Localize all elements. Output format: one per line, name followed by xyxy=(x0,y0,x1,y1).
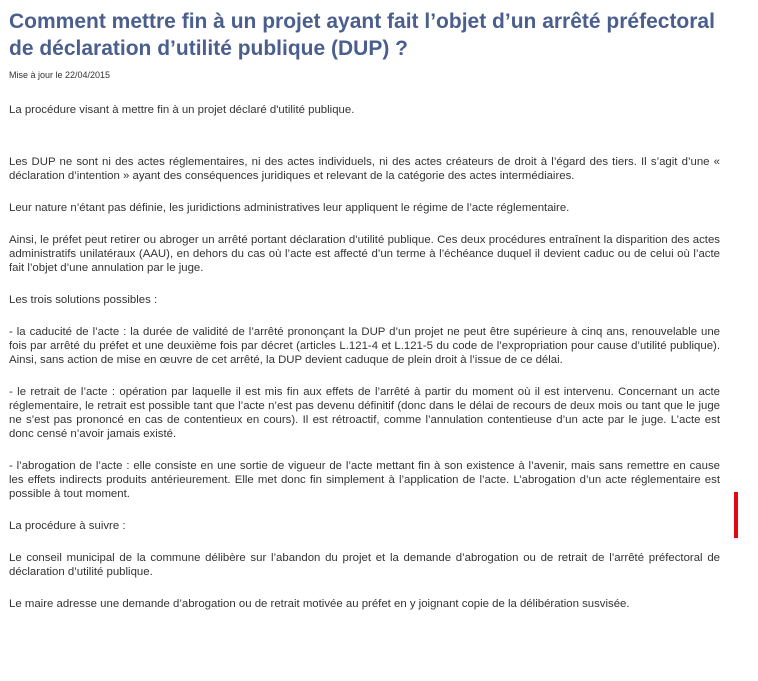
intro-paragraph: La procédure visant à mettre fin à un projet déclaré d'utilité publique. xyxy=(9,104,355,116)
page-title: Comment mettre fin à un projet ayant fait l’objet d’un arrêté préfectoral de déclaration d’utilité publique (DUP) ? xyxy=(9,10,715,60)
paragraph-retrait: - le retrait de l’acte : opération par laquelle il est mis fin aux effets de l’arrêté à partir du moment où il est intervenu. Concernant un acte réglementaire, le retrait est possible tant que l’acte n’est pas devenu définitif (donc dans le délai de recours de deux mois ou tant que le juge ne s’est pas prononcé en cas de contentieux en cours). Il est rétroactif, comme l’annulation contentieuse d’un acte par le juge. L’acte est donc censé n’avoir jamais existé. xyxy=(9,386,720,440)
article xyxy=(9,8,720,611)
paragraph-conseil-municipal: Le conseil municipal de la commune délibère sur l’abandon du projet et la demande d’abrogation ou de retrait de l’arrêté préfectoral de déclaration d’utilité publique. xyxy=(9,552,720,578)
paragraph-procedure-heading: La procédure à suivre : xyxy=(9,520,126,532)
paragraph-dup-nature: Les DUP ne sont ni des actes réglementaires, ni des actes individuels, ni des actes créateurs de droit à l’égard des tiers. Il s’agit d’une « déclaration d’intention » ayant des conséquences juridiques et relevant de la catégorie des actes intermédiaires. xyxy=(9,156,720,182)
paragraph-prefet: Ainsi, le préfet peut retirer ou abroger un arrêté portant déclaration d’utilité publique. Ces deux procédures entraînent la disparition des actes administratifs unilatéraux (AAU), en dehors du cas où l’acte est affecté d’un terme à l’échéance duquel il devient caduc ou de celui où l’acte fait l’objet d’une annulation par le juge. xyxy=(9,234,720,274)
red-marker-bar xyxy=(734,492,738,538)
paragraph-regime: Leur nature n’étant pas définie, les juridictions administratives leur appliquent le régime de l’acte réglementaire. xyxy=(9,202,570,214)
paragraph-caducite: - la caducité de l’acte : la durée de validité de l’arrêté prononçant la DUP d’un projet ne peut être supérieure à cinq ans, renouvelable une fois par arrêté du préfet et une deuxième fois par décret (articles L.121-4 et L.121-5 du code de l’expropriation pour cause d’utilité publique). Ainsi, sans action de mise en œuvre de cet arrêté, la DUP devient caduque de plein droit à l’issue de ce délai. xyxy=(9,326,720,366)
paragraph-maire: Le maire adresse une demande d’abrogation ou de retrait motivée au préfet en y joignant copie de la délibération susvisée. xyxy=(9,598,630,610)
paragraph-abrogation: - l’abrogation de l’acte : elle consiste en une sortie de vigueur de l’acte mettant fin à son existence à l’avenir, mais sans remettre en cause les effets indirects produits antérieurement. Elle met donc fin simplement à l’application de l’acte. L’abrogation d’un acte réglementaire est possible à tout moment. xyxy=(9,460,720,500)
update-date: Mise à jour le 22/04/2015 xyxy=(9,70,111,80)
paragraph-solutions-heading: Les trois solutions possibles : xyxy=(9,294,158,306)
